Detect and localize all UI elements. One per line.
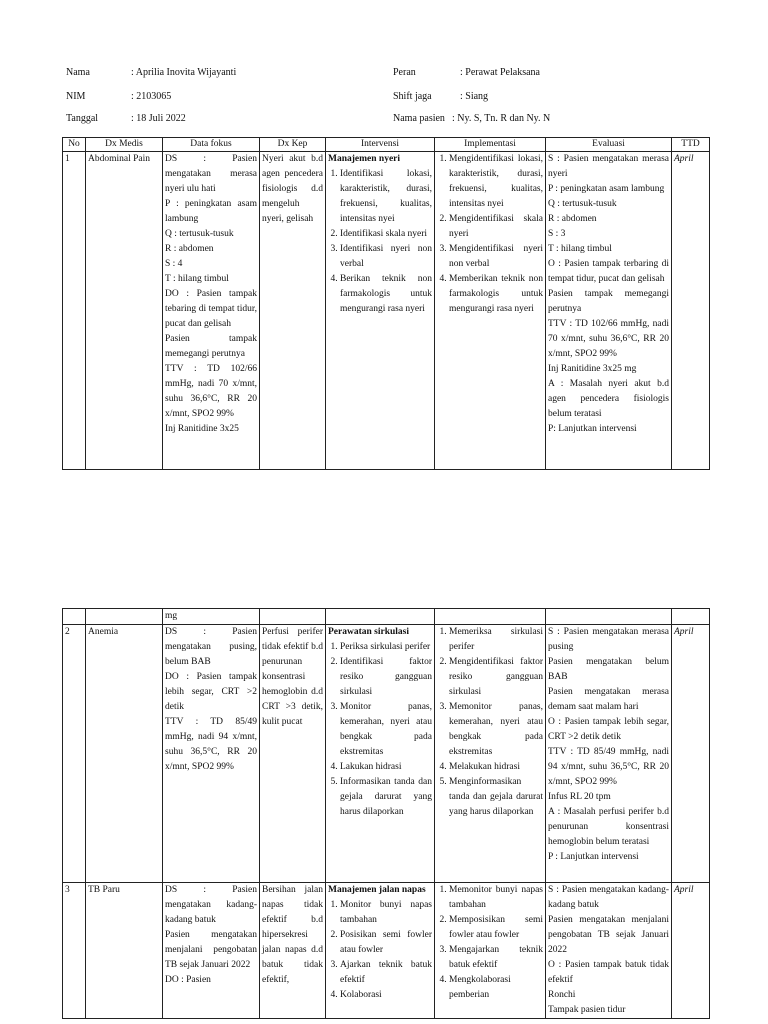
data-fokus-cell [163,883,260,1019]
nama-pasien-value: : Ny. S, Tn. R dan Ny. N [452,113,551,124]
evaluasi-line: Inj Ranitidine 3x25 mg [548,364,637,374]
list-item: 1. Memonitor bunyi napas tambahan [449,883,543,913]
intervensi-cell [326,152,435,470]
empty-cell [672,609,710,625]
data-fokus-line: Pasien mengatakan menjalani pengobatan TB sejak Januari 2022 [165,930,257,970]
intervensi-title: Manajemen nyeri [328,154,401,164]
evaluasi-line: R : abdomen [548,214,597,224]
evaluasi-line: Infus RL 20 tpm [548,792,611,802]
col-no: No [63,138,86,152]
implementasi-cell [435,883,546,1019]
col-data-fokus: Data fokus [163,138,260,152]
nim-label: NIM [66,91,86,102]
evaluasi-line: O : Pasien tampak lebih segar, CRT >2 detik detik [548,717,669,742]
list-item: 3. Mengajarkan teknik batuk efektif [449,943,543,973]
empty-cell [86,609,163,625]
tanggal-label: Tanggal [66,113,99,124]
evaluasi-line: S : 3 [548,229,566,239]
evaluasi-line: Pasien mengatakan merasa demam saat malam hari [548,687,669,712]
nama-pasien-label: Nama pasien [393,113,445,124]
list-item: 1. Mengidentifikasi lokasi, karakteristik, durasi, frekuensi, kualitas, intensitas nyei [449,152,543,212]
evaluasi-cell [546,625,672,883]
list-item: 2. Memposisikan semi fowler atau fowler [449,913,543,943]
list-item: 3. Memonitor panas, kemerahan, nyeri atau bengkak pada ekstremitas [449,700,543,760]
list-item: 1. Periksa sirkulasi perifer [340,640,432,655]
evaluasi-line: A : Masalah perfusi perifer b.d penurunan konsentrasi hemoglobin belum teratasi [548,807,669,847]
evaluasi-line: P : Lanjutkan intervensi [548,852,639,862]
list-item: 4. Memberikan teknik non farmakologis untuk mengurangi rasa nyeri [449,272,543,317]
list-item: 2. Identifikasi faktor resiko gangguan sirkulasi [340,655,432,700]
list-item: 2. Posisikan semi fowler atau fowler [340,928,432,958]
empty-cell [260,609,326,625]
continuation-data-fokus: mg [163,609,260,625]
evaluasi-line: O : Pasien tampak batuk tidak efektif [548,960,669,985]
col-evaluasi: Evaluasi [546,138,672,152]
list-item: 4. Lakukan hidrasi [340,760,432,775]
evaluasi-line: Ronchi [548,990,576,1000]
data-fokus-line: T : hilang timbul [165,274,229,284]
continuation-row [63,609,710,625]
col-dx-kep: Dx Kep [260,138,326,152]
col-dx-medis: Dx Medis [86,138,163,152]
list-item: 1. Identifikasi lokasi, karakteristik, durasi, frekuensi, kualitas, intensitas nyei [340,167,432,227]
row-number: 1 [63,152,86,470]
list-item: 3. Mengidentifikasi nyeri non verbal [449,242,543,272]
evaluasi-line: Q : tertusuk-tusuk [548,199,617,209]
shift-value: : Siang [460,91,489,102]
dx-kep-cell: Bersihan jalan napas tidak efektif b.d hipersekresi jalan napas d.d batuk tidak efektif, [260,883,326,1019]
empty-cell [435,609,546,625]
list-item: 2. Mengidentifikasi faktor resiko gangguan sirkulasi [449,655,543,700]
list-item: 4. Kolaborasi [340,988,432,1003]
data-fokus-line: Inj Ranitidine 3x25 [165,424,239,434]
list-item: 4. Melakukan hidrasi [449,760,543,775]
row-number: 3 [63,883,86,1019]
evaluasi-cell [546,883,672,1019]
empty-cell [546,609,672,625]
evaluasi-line: Pasien tampak memegangi perutnya [548,289,669,314]
data-fokus-cell [163,625,260,883]
implementasi-list [437,625,543,820]
row-number: 2 [63,625,86,883]
evaluasi-cell [546,152,672,470]
list-item: 4. Mengkolaborasi pemberian [449,973,543,1003]
list-item: 4. Berikan teknik non farmakologis untuk mengurangi rasa nyeri [340,272,432,317]
list-item: 3. Identifikasi nyeri non verbal [340,242,432,272]
list-item: 2. Identifikasi skala nyeri [340,227,432,242]
data-fokus-line: TTV : TD 85/49 mmHg, nadi 94 x/mnt, suhu 36,5°C, RR 20 x/mnt, SPO2 99% [165,717,257,772]
evaluasi-line: S : Pasien mengatakan merasa nyeri [548,154,669,179]
list-item: 1. Monitor bunyi napas tambahan [340,898,432,928]
col-ttd: TTD [672,138,710,152]
evaluasi-line: S : Pasien mengatakan merasa pusing [548,627,669,652]
list-item: 2. Mengidentifikasi skala nyeri [449,212,543,242]
evaluasi-line: Pasien mengatakan belum BAB [548,657,669,682]
list-item: 3. Monitor panas, kemerahan, nyeri atau bengkak pada ekstremitas [340,700,432,760]
table-row [63,152,710,470]
implementasi-list [437,883,543,1003]
askep-table-page2 [62,608,710,1019]
evaluasi-line: P: Lanjutkan intervensi [548,424,637,434]
evaluasi-line: O : Pasien tampak terbaring di tempat tidur, pucat dan gelisah [548,259,669,284]
dx-kep-cell: Nyeri akut b.d agen pencedera fisiologis d.d mengeluh nyeri, gelisah [260,152,326,470]
data-fokus-line: Q : tertusuk-tusuk [165,229,234,239]
empty-cell [326,609,435,625]
ttd-signature: April [672,152,710,470]
list-item: 3. Ajarkan teknik batuk efektif [340,958,432,988]
data-fokus-line: R : abdomen [165,244,214,254]
data-fokus-line: DO : Pasien tampak tebaring di tempat tidur, pucat dan gelisah [165,289,257,329]
intervensi-cell [326,625,435,883]
nama-label: Nama [66,67,90,78]
askep-table-page1 [62,137,710,470]
col-intervensi: Intervensi [326,138,435,152]
shift-label: Shift jaga [393,91,432,102]
implementasi-cell [435,625,546,883]
dx-kep-cell: Perfusi perifer tidak efektif b.d penurunan konsentrasi hemoglobin d.d CRT >3 detik, kulit pucat [260,625,326,883]
col-implementasi: Implementasi [435,138,546,152]
data-fokus-line: DO : Pasien tampak lebih segar, CRT >2 detik [165,672,257,712]
data-fokus-line: DS : Pasien mengatakan merasa nyeri ulu hati [165,154,257,194]
peran-value: : Perawat Pelaksana [460,67,540,78]
data-fokus-cell [163,152,260,470]
data-fokus-line: DO : Pasien [165,975,211,985]
data-fokus-line: Pasien tampak memegangi perutnya [165,334,257,359]
table-row [63,625,710,883]
implementasi-list [437,152,543,317]
table-row [63,883,710,1019]
data-fokus-line: DS : Pasien mengatakan kadang-kadang batuk [165,885,257,925]
data-fokus-line: S : 4 [165,259,183,269]
intervensi-list [328,167,432,317]
intervensi-title: Manajemen jalan napas [328,885,426,895]
peran-label: Peran [393,67,416,78]
evaluasi-line: A : Masalah nyeri akut b.d agen pencedera fisiologis belum teratasi [548,379,669,419]
nim-value: : 2103065 [131,91,172,102]
evaluasi-line: P : peningkatan asam lambung [548,184,665,194]
ttd-signature: April [672,883,710,1019]
dx-medis-cell: Abdominal Pain [86,152,163,470]
dx-medis-cell: Anemia [86,625,163,883]
empty-cell [63,609,86,625]
evaluasi-line: T : hilang timbul [548,244,612,254]
data-fokus-line: TTV : TD 102/66 mmHg, nadi 70 x/mnt, suhu 36,6°C, RR 20 x/mnt, SPO2 99% [165,364,257,419]
implementasi-cell [435,152,546,470]
ttd-signature: April [672,625,710,883]
evaluasi-line: TTV : TD 85/49 mmHg, nadi 94 x/mnt, suhu 36,5°C, RR 20 x/mnt, SPO2 99% [548,747,669,787]
evaluasi-line: Tampak pasien tidur [548,1005,626,1015]
evaluasi-line: S : Pasien mengatakan kadang-kadang batuk [548,885,669,910]
intervensi-list [328,640,432,820]
data-fokus-line: DS : Pasien mengatakan pusing, belum BAB [165,627,257,667]
dx-medis-cell: TB Paru [86,883,163,1019]
table-header-row [63,138,710,152]
intervensi-list [328,898,432,1003]
evaluasi-line: TTV : TD 102/66 mmHg, nadi 70 x/mnt, suhu 36,6°C, RR 20 x/mnt, SPO2 99% [548,319,669,359]
nama-value: : Aprilia Inovita Wijayanti [131,67,237,78]
list-item: 1. Memeriksa sirkulasi perifer [449,625,543,655]
data-fokus-line: P : peningkatan asam lambung [165,199,257,224]
tanggal-value: : 18 Juli 2022 [131,113,186,124]
intervensi-cell [326,883,435,1019]
evaluasi-line: Pasien mengatakan menjalani pengobatan TB sejak Januari 2022 [548,915,669,955]
list-item: 5. Informasikan tanda dan gejala darurat yang harus dilaporkan [340,775,432,820]
list-item: 5. Menginformasikan tanda dan gejala darurat yang harus dilaporkan [449,775,543,820]
intervensi-title: Perawatan sirkulasi [328,627,410,637]
